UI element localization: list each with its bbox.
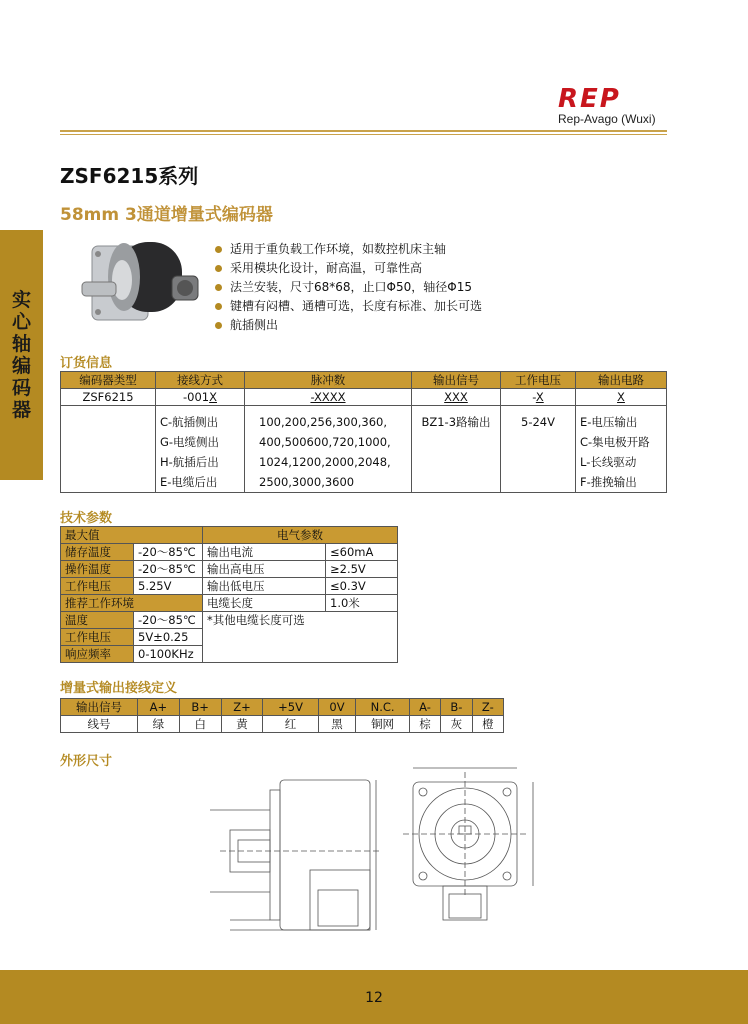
dimensions-section-title: 外形尺寸 (60, 754, 113, 769)
front-view-drawing (395, 760, 545, 930)
pinout-table (60, 698, 504, 733)
elec-value: ≤60mA (326, 544, 398, 561)
pin-signal: B- (441, 699, 473, 716)
order-empty-cell (61, 406, 156, 493)
page-subtitle: 58mm 3通道增量式编码器 (60, 205, 273, 225)
pin-signal: B+ (179, 699, 221, 716)
side-char: 器 (11, 399, 31, 421)
pin-row-label: 线号 (61, 716, 138, 733)
ordering-section-title: 订货信息 (60, 356, 113, 371)
tech-value: 5.25V (134, 578, 203, 595)
brand-logo: REP (558, 84, 621, 114)
order-header: 工作电压 (501, 372, 576, 389)
company-name: Rep-Avago (Wuxi) (558, 112, 656, 126)
pin-color: 黄 (221, 716, 263, 733)
pin-signal: N.C. (356, 699, 410, 716)
circuit-options: E-电压输出 C-集电极开路 L-长线驱动 F-推挽输出 (576, 406, 667, 493)
env-value: 0-100KHz (134, 646, 203, 663)
order-header: 脉冲数 (245, 372, 412, 389)
feature-item: 适用于重负载工作环境，如数控机床主轴 (215, 240, 482, 259)
page-number: 12 (365, 990, 383, 1006)
side-category-tab (0, 230, 43, 480)
side-char: 轴 (11, 333, 31, 355)
tech-label: 操作温度 (61, 561, 134, 578)
side-char: 编 (11, 355, 31, 377)
env-label: 响应频率 (61, 646, 134, 663)
pin-color: 绿 (138, 716, 180, 733)
pin-signal: +5V (263, 699, 318, 716)
order-code-type: ZSF6215 (61, 389, 156, 406)
header-rule-thin (60, 134, 667, 135)
cable-value: 1.0米 (326, 595, 398, 612)
order-code-circuit: X (576, 389, 667, 406)
pin-color: 灰 (441, 716, 473, 733)
wiring-options: C-航插侧出 G-电缆侧出 H-航插后出 E-电缆后出 (156, 406, 245, 493)
tech-label: 工作电压 (61, 578, 134, 595)
env-label: 温度 (61, 612, 134, 629)
order-header: 输出电路 (576, 372, 667, 389)
env-value: 5V±0.25 (134, 629, 203, 646)
feature-item: 采用模块化设计，耐高温，可靠性高 (215, 259, 482, 278)
pin-color: 黑 (318, 716, 355, 733)
pin-color: 铜网 (356, 716, 410, 733)
page-title: ZSF6215系列 (60, 164, 199, 188)
signal-options: BZ1-3路输出 (412, 406, 501, 493)
elec-header: 电气参数 (203, 527, 398, 544)
voltage-options: 5-24V (501, 406, 576, 493)
elec-label: 输出低电压 (203, 578, 326, 595)
order-code-voltage: -X (501, 389, 576, 406)
feature-item: 键槽有闷槽、通槽可选，长度有标准、加长可选 (215, 297, 482, 316)
pin-signal: 0V (318, 699, 355, 716)
side-char: 实 (11, 289, 31, 311)
pin-signal: Z+ (221, 699, 263, 716)
tech-value: -20～85℃ (134, 561, 203, 578)
env-value: -20～85℃ (134, 612, 203, 629)
env-header: 推荐工作环境 (61, 595, 203, 612)
order-code-pulse: -XXXX (245, 389, 412, 406)
pinout-section-title: 增量式输出接线定义 (60, 681, 178, 696)
pulse-options: 100,200,256,300,360, 400,500600,720,1000, 1024,1200,2000,2048, 2500,3000,3600 (245, 406, 412, 493)
env-label: 工作电压 (61, 629, 134, 646)
order-header: 接线方式 (156, 372, 245, 389)
pin-color: 棕 (409, 716, 440, 733)
side-char: 心 (11, 311, 31, 333)
elec-value: ≤0.3V (326, 578, 398, 595)
order-header: 输出信号 (412, 372, 501, 389)
pin-signal: A- (409, 699, 440, 716)
feature-item: 法兰安装，尺寸68*68，止口Φ50，轴径Φ15 (215, 278, 482, 297)
pin-color: 橙 (472, 716, 503, 733)
pin-color: 红 (263, 716, 318, 733)
pin-color: 白 (179, 716, 221, 733)
header-rule (60, 130, 667, 132)
tech-label: 储存温度 (61, 544, 134, 561)
side-char: 码 (11, 377, 31, 399)
cable-label: 电缆长度 (203, 595, 326, 612)
side-view-drawing (210, 770, 390, 940)
elec-value: ≥2.5V (326, 561, 398, 578)
elec-label: 输出电流 (203, 544, 326, 561)
order-code-signal: XXX (412, 389, 501, 406)
pin-signal: Z- (472, 699, 503, 716)
ordering-table (60, 371, 667, 493)
tech-value: -20～85℃ (134, 544, 203, 561)
pin-row-label: 输出信号 (61, 699, 138, 716)
pin-signal: A+ (138, 699, 180, 716)
feature-list (215, 240, 482, 335)
max-header: 最大值 (61, 527, 203, 544)
tech-table (60, 526, 398, 663)
tech-section-title: 技术参数 (60, 511, 113, 526)
elec-label: 输出高电压 (203, 561, 326, 578)
cable-note: *其他电缆长度可选 (203, 612, 398, 663)
order-code-wiring: -001X (156, 389, 245, 406)
feature-item: 航插侧出 (215, 316, 482, 335)
encoder-product-image (78, 236, 208, 332)
order-header: 编码器类型 (61, 372, 156, 389)
